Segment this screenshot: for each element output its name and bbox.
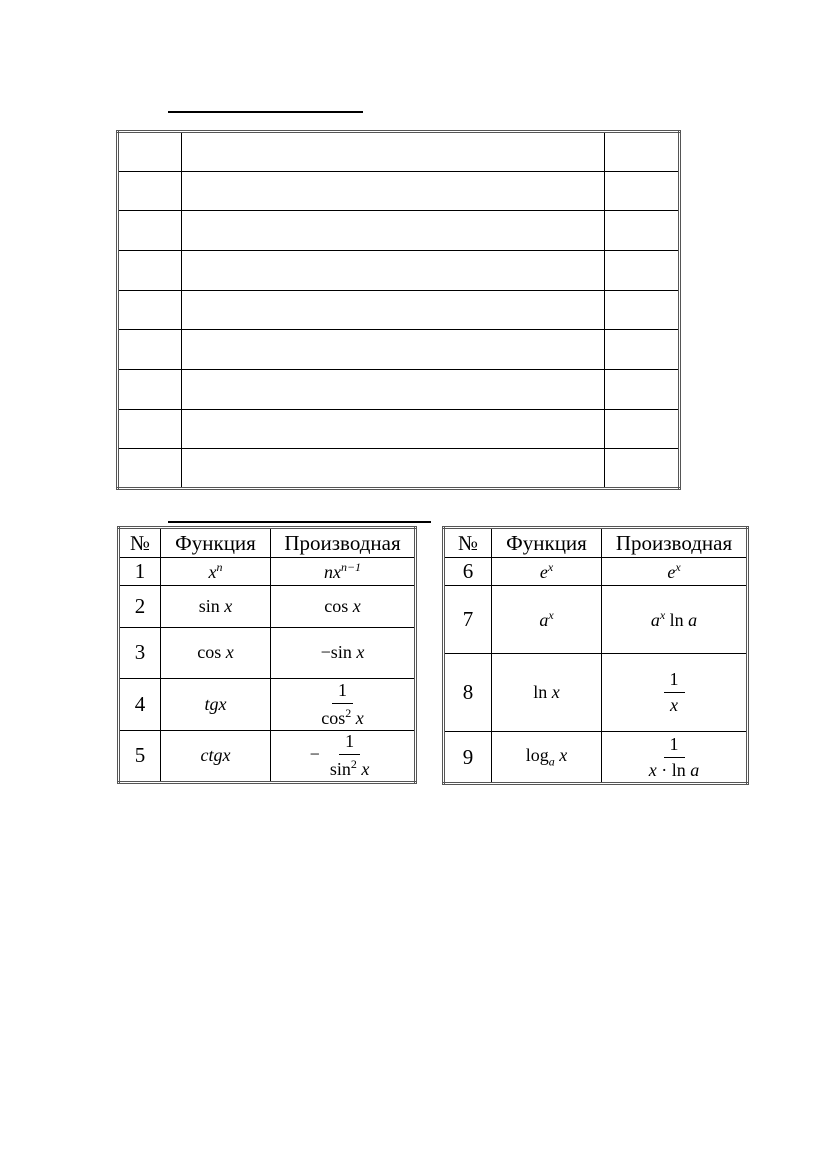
table-row <box>118 250 680 290</box>
derivative-cell: $nx^{n-1}$ <box>271 558 416 586</box>
row-number: 4 <box>119 678 161 730</box>
row-number: 3 <box>119 628 161 678</box>
derivative-cell: $a^x$ ln a <box>602 586 748 654</box>
table-row <box>444 732 748 784</box>
table-row <box>118 290 680 330</box>
table-row <box>444 558 748 586</box>
derivative-cell: $\frac{1}{\cos^2 x}$ <box>271 678 416 730</box>
row-number: 2 <box>119 586 161 628</box>
table-row <box>119 586 416 628</box>
derivative-cell: −sin x <box>271 628 416 678</box>
header-num: № <box>444 528 492 558</box>
function-cell: $\log_a x$ <box>492 732 602 784</box>
table-row <box>118 330 680 370</box>
table-row <box>118 171 680 211</box>
function-cell: sin x <box>161 586 271 628</box>
function-cell: ctgx <box>161 730 271 782</box>
row-number: 1 <box>119 558 161 586</box>
table-row <box>118 409 680 449</box>
function-cell: $a^x$ <box>492 586 602 654</box>
derivatives-table-right <box>442 526 749 785</box>
empty-table <box>116 130 681 490</box>
row-number: 5 <box>119 730 161 782</box>
row-number: 9 <box>444 732 492 784</box>
function-cell: $e^x$ <box>492 558 602 586</box>
header-derivative: Производная <box>271 528 416 558</box>
row-number: 8 <box>444 654 492 732</box>
table-row <box>119 628 416 678</box>
table-row <box>119 678 416 730</box>
derivative-cell: cos x <box>271 586 416 628</box>
row-number: 6 <box>444 558 492 586</box>
derivative-cell: $e^x$ <box>602 558 748 586</box>
function-cell: tgx <box>161 678 271 730</box>
header-function: Функция <box>492 528 602 558</box>
function-cell: ln x <box>492 654 602 732</box>
table-row <box>118 132 680 172</box>
derivatives-table-left <box>117 526 417 784</box>
table-row <box>444 586 748 654</box>
table-row <box>118 211 680 251</box>
derivative-cell: $\frac{1}{\text{x · ln a}}$ <box>602 732 748 784</box>
header-num: № <box>119 528 161 558</box>
function-cell: cos x <box>161 628 271 678</box>
table-row <box>444 654 748 732</box>
derivative-cell: $\frac{1}{x}$ <box>602 654 748 732</box>
header-derivative: Производная <box>602 528 748 558</box>
row-number: 7 <box>444 586 492 654</box>
subtitle-underline-blank <box>168 521 431 523</box>
table-row <box>119 730 416 782</box>
title-underline-blank <box>168 111 363 113</box>
table-row <box>119 558 416 586</box>
function-cell: $x^n$ <box>161 558 271 586</box>
derivative-cell: − $\frac{1}{\sin^2 x}$ <box>271 730 416 782</box>
header-function: Функция <box>161 528 271 558</box>
table-row <box>118 449 680 489</box>
table-row <box>118 369 680 409</box>
